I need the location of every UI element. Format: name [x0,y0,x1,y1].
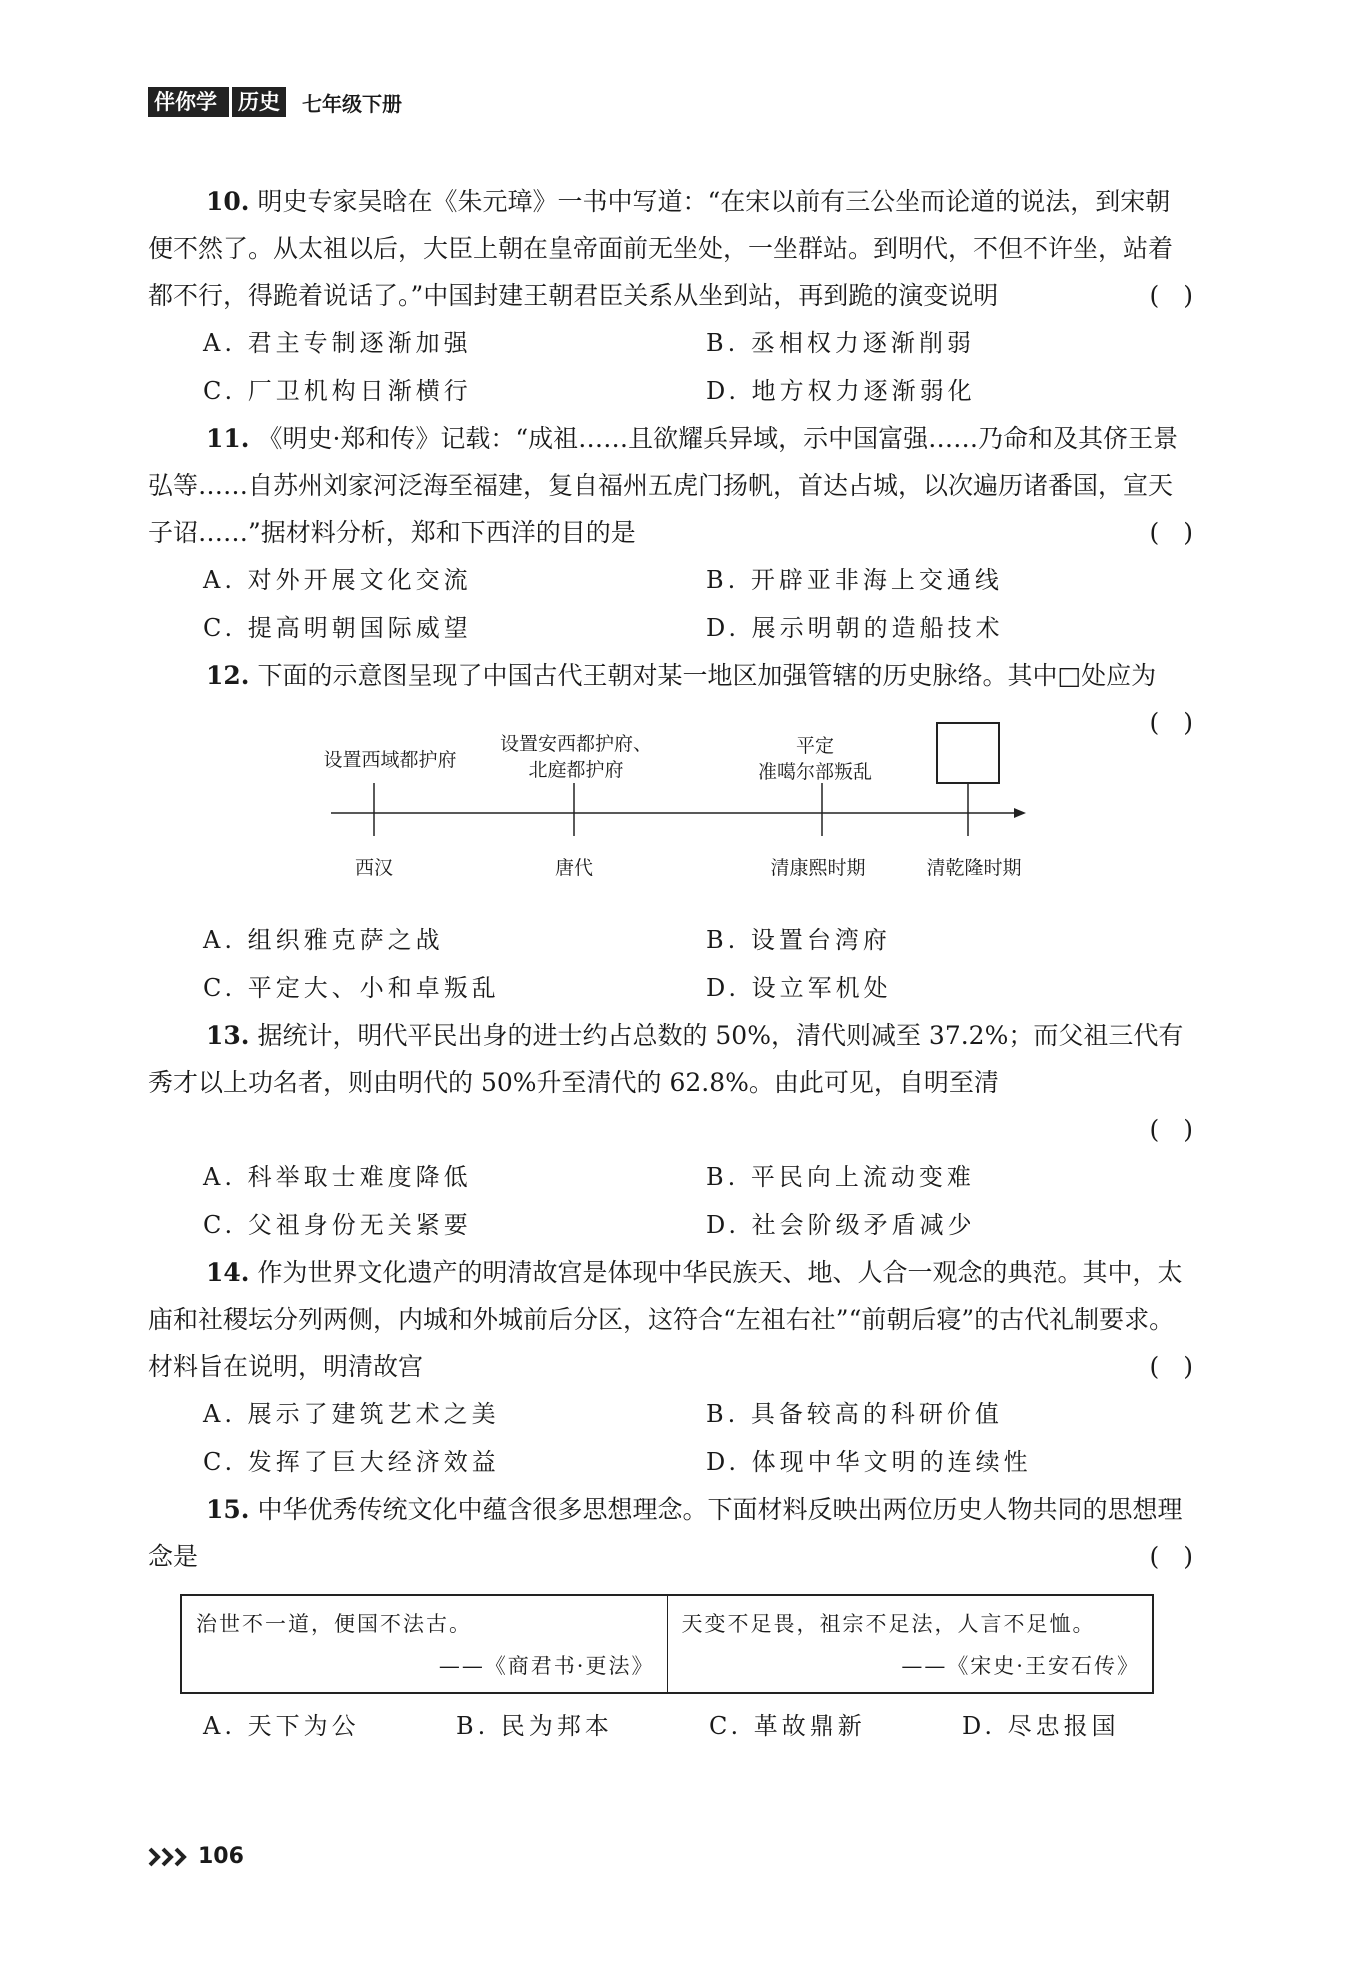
event-label: 设置西域都护府 [323,749,457,771]
option-b: B. 具备较高的科研价值 [706,1400,1003,1428]
option-d: D. 展示明朝的造船技术 [706,614,1004,642]
option-c: C. 发挥了巨大经济效益 [203,1448,500,1476]
question-number: 13. [206,1021,250,1050]
option-a: A. 科举取士难度降低 [203,1163,472,1191]
page-header [148,86,402,118]
option-b: B. 丞相权力逐渐削弱 [706,329,975,357]
material-text: 天变不足畏，祖宗不足法，人言不足恤。 [681,1612,1096,1636]
option-a: A. 组织雅克萨之战 [203,926,444,954]
page-number: 106 [198,1844,244,1869]
page-footer [148,1844,244,1869]
option-d: D. 设立军机处 [706,974,892,1002]
material-text: 治世不一道，便国不法古。 [196,1612,472,1636]
event-label-line: 设置安西都护府、 [499,733,653,755]
period-label: 西汉 [354,857,394,879]
period-label: 清乾隆时期 [926,857,1022,879]
option-c: C. 平定大、小和卓叛乱 [203,974,500,1002]
option-b: B. 设置台湾府 [706,926,891,954]
timeline-svg [148,711,1193,916]
answer-blank: () [1149,708,1217,737]
grade-label: 七年级下册 [302,91,402,116]
material-source: ——《宋史·王安石传》 [901,1654,1140,1678]
question-number: 10. [206,187,250,216]
option-c: C. 父祖身份无关紧要 [203,1211,472,1239]
option-c: C. 提高明朝国际威望 [203,614,472,642]
timeline-diagram [148,711,1193,916]
answer-blank: () [1149,1115,1217,1144]
blank-square [937,723,999,783]
period-label: 清康熙时期 [770,857,866,879]
material-box [180,1594,1154,1694]
question-12 [148,652,1217,1012]
answer-line [148,1106,1217,1153]
options [148,916,1193,1012]
question-number: 12. [206,661,250,690]
question-number: 15. [206,1495,250,1524]
question-number: 14. [206,1258,250,1287]
answer-blank: () [1149,518,1217,547]
option-b: B. 民为邦本 [456,1712,613,1740]
question-11 [148,415,1217,652]
answer-blank: () [1149,1542,1217,1571]
material-cell [667,1596,1153,1692]
question-stem [148,1486,1217,1580]
question-13 [148,1012,1217,1249]
option-a: A. 展示了建筑艺术之美 [203,1400,500,1428]
question-text: 中华优秀传统文化中蕴含很多思想理念。下面材料反映出两位历史人物共同的思想理念是 [148,1495,1183,1571]
question-text: 下面的示意图呈现了中国古代王朝对某一地区加强管辖的历史脉络。其中□处应为 [257,661,1157,690]
question-stem [148,1249,1217,1390]
options [148,319,1193,415]
question-stem [148,1012,1193,1106]
answer-blank: () [1149,281,1217,310]
option-a: A. 天下为公 [203,1712,360,1740]
question-15 [148,1486,1217,1750]
question-14 [148,1249,1217,1486]
option-a: A. 对外开展文化交流 [203,566,472,594]
option-c: C. 革故鼎新 [709,1712,866,1740]
option-b: B. 平民向上流动变难 [706,1163,975,1191]
question-10 [148,178,1217,415]
option-a: A. 君主专制逐渐加强 [203,329,472,357]
question-stem [148,178,1217,319]
options [148,1153,1193,1249]
question-list [148,178,1217,1750]
event-label [500,731,652,783]
option-b: B. 开辟亚非海上交通线 [706,566,1003,594]
options [148,1390,1193,1486]
answer-blank: () [1149,1352,1217,1381]
question-text: 据统计，明代平民出身的进士约占总数的 50%，清代则减至 37.2%；而父祖三代有秀才以上功名者，则由明代的 50%升至清代的 62.8%。由此可见，自明至清 [148,1021,1184,1097]
question-text: 《明史·郑和传》记载：“成祖……且欲耀兵异域，示中国富强……乃命和及其侪王景弘等……自苏州刘家河泛海至福建，复自福州五虎门扬帆，首达占城，以次遍历诸番国，宣天子诏……”据材料分析，郑和下西洋的目的是 [148,424,1179,547]
question-stem [148,652,1217,737]
question-text: 明史专家吴晗在《朱元璋》一书中写道：“在宋以前有三公坐而论道的说法，到宋朝便不然了。从太祖以后，大臣上朝在皇帝面前无坐处，一坐群站。到明代，不但不许坐，站着都不行，得跪着说话了。”中国封建王朝君臣关系从坐到站，再到跪的演变说明 [148,187,1174,310]
material-cell [182,1596,667,1692]
subject-label: 历史 [232,87,286,117]
option-d: D. 尽忠报国 [962,1712,1120,1740]
brand-label: 伴你学 [148,87,229,117]
event-label [758,733,872,785]
option-c: C. 厂卫机构日渐横行 [203,377,472,405]
event-label-line: 平定 [795,735,835,757]
question-number: 11. [206,424,250,453]
option-d: D. 体现中华文明的连续性 [706,1448,1032,1476]
option-d: D. 地方权力逐渐弱化 [706,377,976,405]
event-label-line: 准噶尔部叛乱 [757,761,873,783]
option-d: D. 社会阶级矛盾减少 [706,1211,976,1239]
question-text: 作为世界文化遗产的明清故宫是体现中华民族天、地、人合一观念的典范。其中，太庙和社稷坛分列两侧，内城和外城前后分区，这符合“左祖右社”“前朝后寝”的古代礼制要求。材料旨在说明，明清故宫 [148,1258,1183,1381]
chevrons-right-icon [148,1846,192,1868]
material-source: ——《商君书·更法》 [438,1654,655,1678]
timeline-arrowhead [1014,808,1026,818]
question-stem [148,415,1217,556]
event-label-line: 北庭都护府 [528,759,624,781]
options [148,556,1193,652]
options [148,1702,1193,1750]
period-label: 唐代 [554,857,594,879]
